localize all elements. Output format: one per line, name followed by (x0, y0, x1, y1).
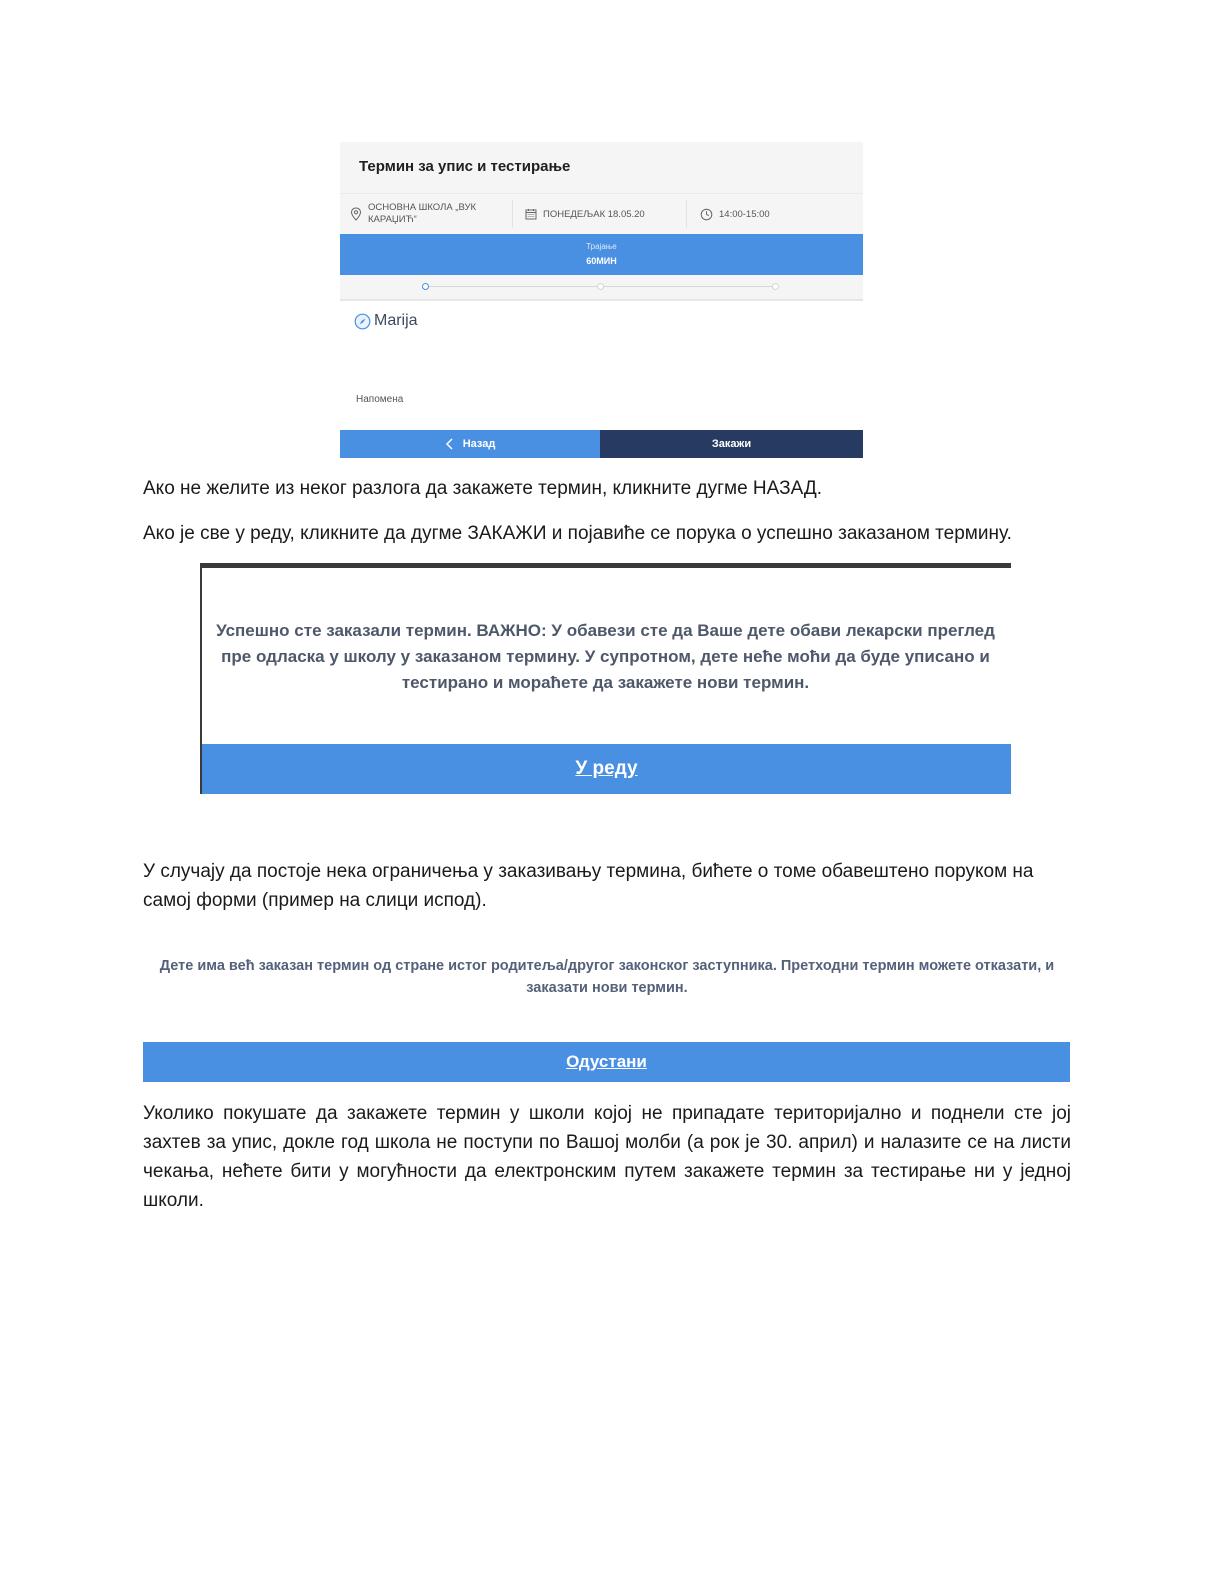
compass-icon (354, 313, 371, 330)
success-message: Успешно сте заказали термин. ВАЖНО: У обавези сте да Ваше дете обави лекарски преглед пре одласка у школу у заказаном термину. У супротном, дете неће моћи да буде уписано и тестирано и мораћете да закажете нови термин. (216, 621, 995, 692)
duration-value: 60МИН (586, 256, 617, 266)
step-indicator (340, 275, 863, 301)
child-name-row (354, 312, 418, 330)
back-button-label: Назад (462, 438, 496, 450)
appointment-info-row (340, 194, 863, 234)
chevron-left-icon (445, 438, 455, 450)
book-button[interactable] (600, 430, 863, 458)
paragraph-book-instruction: Ако је све у реду, кликните да дугме ЗАКАЖИ и појавиће се порука о успешно заказаном термину. (143, 523, 1012, 544)
paragraph-back-instruction: Ако не желите из неког разлога да закажете термин, кликните дугме НАЗАД. (143, 478, 823, 499)
back-button[interactable] (340, 430, 600, 458)
restriction-message: Дете има већ заказан термин од стране истог родитеља/другог законског заступника. Претходни термин можете отказати, и заказати нови термин. (159, 958, 1055, 996)
appointment-date: ПОНЕДЕЉАК 18.05.20 (543, 208, 645, 220)
step-dot (772, 283, 779, 290)
paragraph-waiting-list: Уколико покушате да закажете термин у школи којој не припадате територијално и поднели сте јој захтев за упис, докле год школа не поступи по Вашој молби (а рок је 30. април) и налазите се на листи чекања, нећете бити у могућности да електронским путем закажете термин за тестирање ни у једној школи. (143, 1103, 1071, 1211)
date-info (525, 194, 645, 234)
school-name-line1: ОСНОВНА ШКОЛА „ВУК (368, 202, 477, 213)
card-header (340, 142, 863, 194)
step-dot (597, 283, 604, 290)
calendar-icon (525, 208, 537, 220)
divider (512, 200, 513, 228)
location-pin-icon (350, 207, 362, 221)
school-info (350, 194, 476, 234)
clock-icon (700, 208, 713, 221)
cancel-button[interactable]: Одустани (143, 1042, 1070, 1082)
appointment-time: 14:00-15:00 (719, 208, 770, 220)
duration-bar (340, 234, 863, 275)
paragraph-restrictions: У случају да постоје нека ограничења у заказивању термина, бићете о томе обавештено поруком на самој форми (пример на слици испод). (143, 861, 1034, 911)
ok-button[interactable]: У реду (202, 744, 1011, 794)
note-field-label: Напомена (356, 394, 404, 405)
divider (686, 200, 687, 228)
book-button-label: Закажи (711, 438, 752, 450)
booking-card (340, 142, 863, 458)
card-title: Термин за упис и тестирање (359, 158, 571, 175)
success-modal (200, 563, 1011, 794)
duration-label: Трајање (586, 242, 617, 251)
step-dot-active (422, 283, 429, 290)
time-info (700, 194, 770, 234)
child-name: Marija (374, 312, 418, 329)
school-name-line2: КАРАЏИЋ“ (368, 214, 417, 225)
